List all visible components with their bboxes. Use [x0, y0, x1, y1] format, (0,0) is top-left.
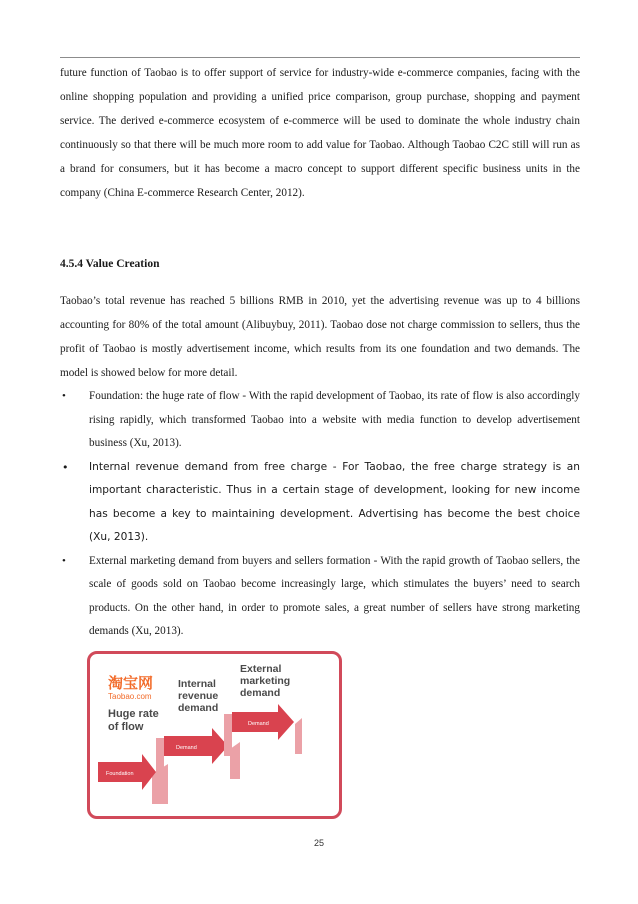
bullet-item-internal-revenue [60, 456, 580, 550]
bullet-icon: • [62, 554, 66, 567]
page-number: 25 [313, 838, 324, 848]
staircase-diagram [90, 654, 339, 816]
label-internal-line3: demand [178, 702, 219, 714]
bullet-item-external-marketing [60, 550, 580, 644]
bullet-item-foundation [60, 385, 580, 456]
taobao-logo-en: Taobao.com [108, 692, 152, 701]
label-external-line3: demand [240, 687, 281, 699]
label-internal-line1: Internal [178, 678, 216, 690]
label-internal-line2: revenue [178, 690, 219, 702]
header-rule [60, 57, 580, 58]
bullet-text: Internal revenue demand from free charge - For Taobao, the free charge strategy is an important characteristic. Thus in a certain stage of development, looking for new income has become a key to maintaining development. Advertising has become the best choice (Xu, 2013). [89, 460, 580, 543]
section-heading: 4.5.4 Value Creation [60, 258, 160, 270]
connector-2 [224, 714, 232, 756]
value-creation-figure [87, 651, 342, 819]
arrow-label-demand-1: Demand [176, 745, 197, 751]
intro-paragraph: future function of Taobao is to offer support of service for industry-wide e-commerce companies, facing with the online shopping population and providing a unified price comparison, group purchase, shopping and payment service. The derived e-commerce ecosystem of e-commerce will be used to dominate the whole industry chain continuously so that there will be much more room to add value for Taobao. Although Taobao C2C still will run as a brand for consumers, but it has become a macro concept to support different specific business units in the company (China E-commerce Research Center, 2012). [60, 67, 580, 199]
label-external-line2: marketing [240, 675, 291, 687]
arrow-label-demand-2: Demand [248, 721, 269, 727]
connector-1 [156, 738, 164, 782]
bullet-icon: • [62, 460, 69, 474]
body-paragraph: Taobao’s total revenue has reached 5 billions RMB in 2010, yet the advertising revenue was up to 4 billions accounting for 80% of the total amount (Alibuybuy, 2011). Taobao dose not charge commission to sellers, thus the profit of Taobao is mostly advertisement income, which results from its one foundation and two demands. The model is showed below for more detail. [60, 295, 580, 379]
taobao-logo-cn: 淘宝网 [108, 674, 154, 692]
label-flow-line2: of flow [108, 721, 144, 733]
bullet-text: Foundation: the huge rate of flow - With the rapid development of Taobao, its rate of flow is also accordingly rising rapidly, which transformed Taobao into a website with media function to develop advertisement business (Xu, 2013). [89, 390, 580, 449]
arrow-label-foundation: Foundation [106, 771, 134, 777]
bullet-text: External marketing demand from buyers and sellers formation - With the rapid growth of Taobao sellers, the scale of goods sold on Taobao become increasingly large, which stimulates the buyers’ need to search products. On the other hand, in order to promote sales, a great number of sellers have strong marketing demands (Xu, 2013). [89, 554, 580, 637]
bullet-icon: • [62, 390, 66, 402]
label-flow-line1: Huge rate [108, 708, 159, 720]
bullet-list [60, 385, 580, 644]
step-shadow-3 [295, 718, 302, 754]
label-external-line1: External [240, 663, 282, 675]
